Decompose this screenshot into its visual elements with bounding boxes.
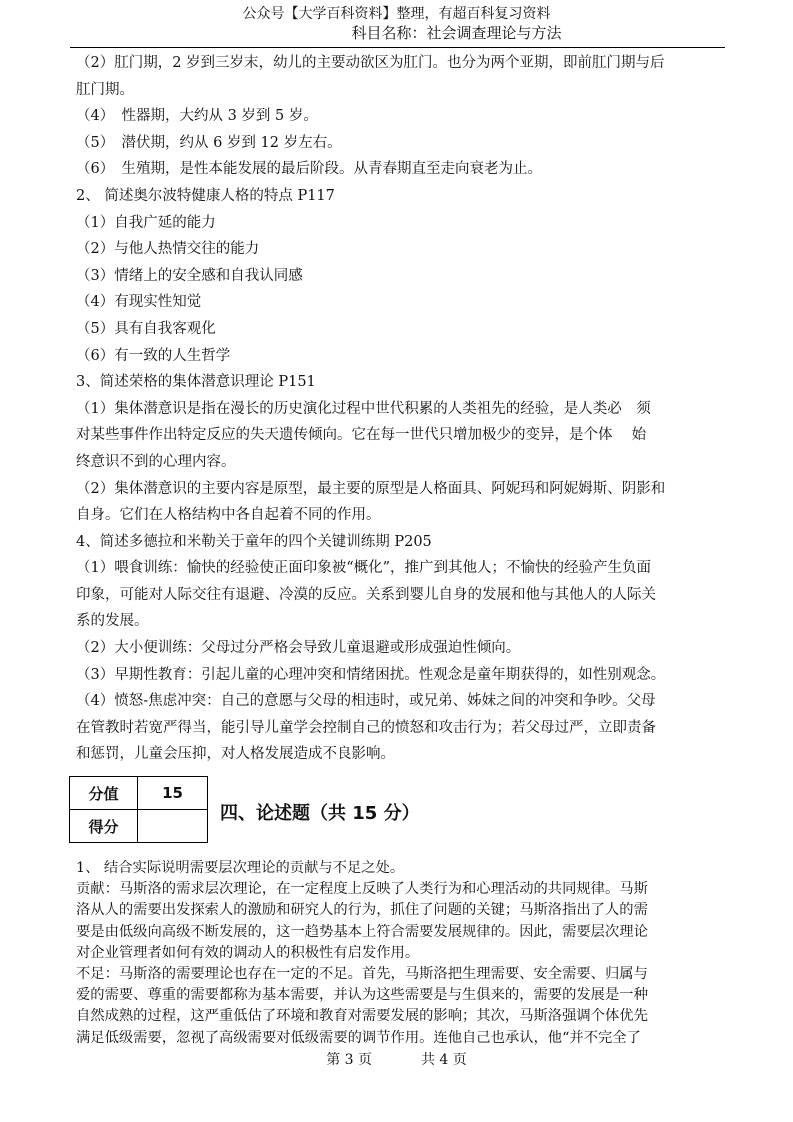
text-line: 洛从人的需要出发探索人的激励和研究人的行为，抓住了问题的关键；马斯洛指出了人的需 bbox=[76, 902, 648, 919]
points-label: 分值 bbox=[70, 777, 138, 810]
text-line: 满足低级需要，忽视了高级需要对低级需要的调节作用。连他自己也承认，他“并不完全了 bbox=[76, 1029, 641, 1046]
text-line: 要是由低级向高级不断发展的，这一趋势基本上符合需要发展规律的。因此，需要层次理论 bbox=[76, 923, 648, 940]
header-rule bbox=[70, 47, 725, 48]
section-4-body bbox=[76, 858, 724, 1049]
text-line: （6）有一致的人生哲学 bbox=[76, 347, 231, 364]
score-label: 得分 bbox=[70, 810, 138, 843]
page-total: 共 4 页 bbox=[420, 1052, 467, 1068]
text-line: （4）有现实性知觉 bbox=[76, 294, 202, 311]
text-line: 和惩罚，儿童会压抑，对人格发展造成不良影响。 bbox=[76, 746, 395, 763]
text-line: （2）大小便训练：父母过分严格会导致儿童退避或形成强迫性倾向。 bbox=[76, 640, 521, 657]
text-line: （4） 性器期，大约从 3 岁到 5 岁。 bbox=[76, 108, 318, 125]
text-line: （2）肛门期，2 岁到三岁末，幼儿的主要动欲区为肛门。也分为两个亚期，即前肛门期与后 bbox=[76, 55, 665, 71]
text-line: 自身。它们在人格结构中各自起着不同的作用。 bbox=[76, 507, 381, 524]
score-value bbox=[138, 810, 208, 843]
text-line: （1）自我广延的能力 bbox=[76, 214, 216, 231]
question-heading: 3、简述荣格的集体潜意识理论 P151 bbox=[76, 374, 316, 391]
text-line: （4）愤怒-焦虑冲突：自己的意愿与父母的相违时，或兄弟、姊妹之间的冲突和争吵。父母 bbox=[76, 693, 656, 710]
text-line: （6） 生殖期，是性本能发展的最后阶段。从青春期直至走向衰老为止。 bbox=[76, 161, 542, 178]
text-line: （1）喂食训练：愉快的经验使正面印象被“概化”，推广到其他人；不愉快的经验产生负面 bbox=[76, 560, 652, 577]
text-line: （1）集体潜意识是指在漫长的历史演化过程中世代积累的人类祖先的经验，是人类必 须 bbox=[76, 400, 651, 417]
text-line: 在管教时若宽严得当，能引导儿童学会控制自己的愤怒和攻击行为；若父母过严，立即责备 bbox=[76, 719, 656, 736]
text-line: 贡献：马斯洛的需求层次理论，在一定程度上反映了人类行为和心理活动的共同规律。马斯 bbox=[76, 881, 648, 898]
text-line: （5）具有自我客观化 bbox=[76, 320, 216, 337]
text-line: 肛门期。 bbox=[76, 81, 134, 98]
page-number: 第 3 页 bbox=[326, 1052, 373, 1068]
question-heading: 2、 简述奥尔波特健康人格的特点 P117 bbox=[76, 187, 335, 204]
text-line: 对某些事件作出特定反应的失天遗传倾向。它在每一世代只增加极少的变异，是个体 始 bbox=[76, 427, 647, 444]
question-heading: 4、简述多德拉和米勒关于童年的四个关键训练期 P205 bbox=[76, 533, 432, 550]
text-line: 对企业管理者如何有效的调动人的积极性有启发作用。 bbox=[76, 944, 420, 961]
text-line: 自然成熟的过程，这严重低估了环境和教育对需要发展的影响；其次，马斯洛强调个体优先 bbox=[76, 1008, 648, 1025]
text-line: （3）早期性教育：引起儿童的心理冲突和情绪困扰。性观念是童年期获得的，如性别观念。 bbox=[76, 666, 666, 683]
score-table bbox=[69, 776, 208, 843]
text-line: （2）与他人热情交往的能力 bbox=[76, 241, 260, 258]
text-line: （5） 潜伏期，约从 6 岁到 12 岁左右。 bbox=[76, 134, 342, 151]
section-3-body bbox=[76, 50, 724, 768]
text-line: （3）情绪上的安全感和自我认同感 bbox=[76, 267, 303, 284]
section-4-title: 四、论述题（共 15 分） bbox=[220, 803, 420, 824]
text-line: 不足：马斯洛的需要理论也存在一定的不足。首先，马斯洛把生理需要、安全需要、归属与 bbox=[76, 966, 648, 983]
points-value: 15 bbox=[138, 777, 208, 810]
text-line: 系的发展。 bbox=[76, 613, 149, 630]
text-line: （2）集体潜意识的主要内容是原型，最主要的原型是人格面具、阿妮玛和阿妮姆斯、阴影和 bbox=[76, 480, 666, 497]
text-line: 爱的需要、尊重的需要都称为基本需要，并认为这些需要是与生俱来的，需要的发展是一种 bbox=[76, 987, 648, 1004]
page-footer bbox=[0, 1049, 793, 1069]
text-line: 终意识不到的心理内容。 bbox=[76, 453, 236, 470]
text-line: 印象，可能对人际交往有退避、冷漠的反应。关系到婴儿自身的发展和他与其他人的人际关 bbox=[76, 586, 656, 603]
question-heading: 1、 结合实际说明需要层次理论的贡献与不足之处。 bbox=[76, 860, 405, 876]
header-source: 公众号【大学百科资料】整理，有超百科复习资料 bbox=[242, 6, 551, 22]
header-subject: 科目名称：社会调查理论与方法 bbox=[351, 24, 562, 42]
